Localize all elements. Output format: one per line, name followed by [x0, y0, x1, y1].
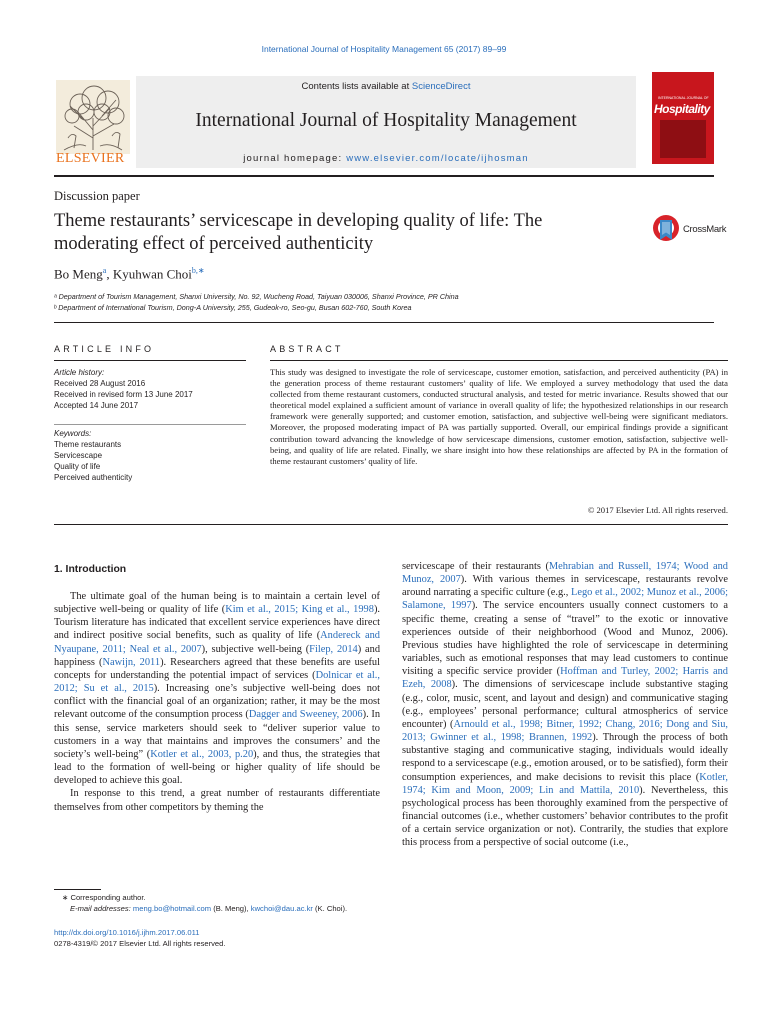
- abstract-divider: [270, 360, 728, 361]
- citation-link[interactable]: Dagger and Sweeney, 2006: [248, 709, 363, 721]
- authors-divider: [54, 322, 714, 323]
- citation-link[interactable]: Kotler, 1974; Kim and Moon, 2009; Lin and Mattila, 2010: [402, 771, 728, 796]
- affiliation-a: ᵃ Department of Tourism Management, Shanxi University, No. 92, Wucheng Road, Taiyuan 030006, Shanxi Province, PR China: [54, 292, 459, 301]
- keywords-heading: Keywords:: [54, 429, 92, 438]
- article-history: [54, 367, 246, 411]
- left-column: [54, 590, 380, 814]
- citation-link[interactable]: Filep, 2014: [309, 643, 358, 655]
- article-type: Discussion paper: [54, 189, 140, 203]
- affiliation-marker[interactable]: b,∗: [191, 266, 205, 275]
- contents-prefix: Contents lists available at: [301, 81, 412, 92]
- body-text: ), subjective well-being (: [201, 643, 310, 655]
- journal-homepage-link[interactable]: www.elsevier.com/locate/ijhosman: [346, 153, 529, 164]
- abstract-bottom-divider: [54, 524, 728, 525]
- body-text: The ultimate goal of the human being is to maintain a certain level of subjective well-being or quality of life (: [54, 591, 380, 616]
- citation-link[interactable]: Dolnicar et al., 2012; Su et al., 2015: [54, 669, 380, 695]
- body-text: ). Increasing one’s subjective well-being does not conflict with the financial goal of an organization; rather, it may be the most relevant outcome of the consumption process (: [54, 683, 381, 721]
- journal-masthead: [54, 72, 714, 172]
- body-text: ), and thus, the strategies that lead to the formation of well-being or higher quality of life should be developed to achieve this goal.: [54, 748, 380, 787]
- paragraph: [54, 590, 380, 787]
- journal-title: International Journal of Hospitality Management: [195, 110, 577, 131]
- paragraph: [402, 560, 728, 849]
- corresponding-author-note: ∗ Corresponding author.: [62, 893, 146, 902]
- author-list: Bo Meng$^a$, Kyuhwan Choi$^{b,∗}$: [54, 266, 205, 282]
- email-link[interactable]: meng.bo@hotmail.com: [132, 904, 212, 913]
- info-divider: [54, 360, 246, 361]
- footnote-divider: [54, 889, 101, 890]
- running-head[interactable]: International Journal of Hospitality Management 65 (2017) 89–99: [261, 44, 507, 54]
- affiliation-b: ᵇ Department of International Tourism, Dong-A University, 255, Gudeok-ro, Seo-gu, Busan 602-760, South Korea: [54, 303, 412, 312]
- keywords-block: [54, 428, 246, 483]
- journal-cover-thumbnail[interactable]: [652, 72, 714, 164]
- received-date: Received 28 August 2016: [54, 379, 146, 388]
- homepage-line: [136, 153, 636, 164]
- body-text: ). The dimensions of servicescape include substantive staging (e.g., color, music, scent, and layout and design) and communicative staging (e.g., employees’ personal performance; cultural atmospherics of service encounter) (: [402, 679, 729, 730]
- contents-line: [136, 81, 636, 92]
- citation-link[interactable]: Andereck and Nyaupane, 2011; Neal et al., 2007: [54, 630, 380, 655]
- revised-date: Received in revised form 13 June 2017: [54, 390, 193, 399]
- abstract-copyright: © 2017 Elsevier Ltd. All rights reserved.: [587, 505, 728, 515]
- masthead-divider: [54, 175, 714, 177]
- affiliation-marker[interactable]: a: [102, 266, 107, 275]
- body-text: ). In this sense, service marketers should seek to “deliver superior value to customers in a way that maintains and improves the consumers’ and the society’s well-being” (: [54, 709, 381, 760]
- abstract-text: This study was designed to investigate the role of servicescape, customer emotion, satisfaction, and perceived authenticity (PA) in the generation process of theme restaurant customers’ quality of life. We employed a survey methodology that used the data collected from theme restaurant customers, conducted structural analysis, and tested for metric invariance. Results showed that our theoretical model explained a sufficient amount of variance in overall quality of life; the hypothesized relationships in our research framework were generally supported; and customer emotion, satisfaction, and subjective well-being were significant mediators. Moreover, the proposed moderating impact of PA was partially supported. Overall, our empirical findings provide a significant contribution toward advancing the knowledge of how servicescape dimensions, customer emotion, satisfaction, subjective well-being, and quality of life are related. Finally, we share insight into how these relationships are affected by PA in the formation of theme restaurant customers’ quality of life.: [270, 367, 728, 466]
- email-owner: (K. Choi).: [312, 904, 348, 913]
- citation-link[interactable]: Arnould et al., 1998; Bitner, 1992; Chang, 2016; Dong and Siu, 2013; Gwinner et al., 1998; Brannen, 1992: [402, 718, 728, 744]
- section-heading-introduction: 1. Introduction: [54, 564, 127, 575]
- abstract-label: ABSTRACT: [270, 344, 344, 354]
- accepted-date: Accepted 14 June 2017: [54, 401, 139, 410]
- author-name[interactable]: Kyuhwan Choi: [112, 266, 192, 282]
- issn-copyright: 0278-4319/© 2017 Elsevier Ltd. All rights reserved.: [54, 939, 226, 948]
- email-owner: (B. Meng),: [211, 904, 251, 913]
- author-name[interactable]: Bo Meng: [54, 266, 103, 282]
- citation-link[interactable]: Nawijn, 2011: [102, 656, 161, 668]
- body-text: ). Researchers agreed that these benefits are useful concepts for understanding the potential impact of services (: [54, 656, 380, 681]
- citation-link[interactable]: Lego et al., 2002; Munoz et al., 2006; Salamone, 1997: [402, 587, 728, 612]
- history-heading: Article history:: [54, 368, 105, 377]
- keyword: Quality of life: [54, 462, 101, 471]
- elsevier-wordmark: ELSEVIER: [56, 151, 125, 166]
- keyword: Perceived authenticity: [54, 473, 133, 482]
- crossmark-label: CrossMark: [683, 224, 727, 235]
- cover-subtitle: INTERNATIONAL JOURNAL OF: [658, 96, 709, 100]
- body-text: ). The service encounters usually connect customers to a specific theme, creating a sense of “travel” to the exotic or innovative experiences outside of their neighborhood (Wood and Munoz, 2006). Previous studies have highlighted the role of servicescape in determining variables, such as emotional responses that may lead customers to continue visiting a specific service provider (: [402, 600, 729, 678]
- email-footnote: [70, 904, 347, 913]
- body-text: ). Through the process of both substantive staging and communicative staging, individuals would ideally respond to a servicescape (e.g., emotion aroused, or to be satisfied), form their consumption experiences, and make decisions to revisit this place (: [402, 732, 728, 783]
- article-info-label: ARTICLE INFO: [54, 344, 155, 354]
- body-text: ). Nevertheless, this psychological process has been thoroughly examined from the perspective of financial outcomes (i.e., whether customers’ behavior contributes to the profit of a certain service organization or not). Contrarily, the studies that explore this process from a perspective of social outcome (i.e.,: [402, 784, 728, 849]
- keyword: Servicescape: [54, 451, 103, 460]
- right-column: [402, 560, 728, 849]
- journal-header-box: [136, 76, 636, 168]
- cover-artwork: [660, 120, 706, 158]
- paragraph: In response to this trend, a great number of restaurants differentiate themselves from other competitors by theming the: [54, 788, 380, 813]
- crossmark-badge[interactable]: [652, 214, 732, 248]
- keyword: Theme restaurants: [54, 440, 122, 449]
- crossmark-icon: [652, 214, 680, 246]
- cover-title: Hospitality: [654, 102, 710, 116]
- citation-link[interactable]: Kim et al., 2015; King et al., 1998: [225, 604, 374, 616]
- citation-link[interactable]: Mehrabian and Russell, 1974; Wood and Munoz, 2007: [402, 561, 728, 586]
- homepage-prefix: journal homepage:: [243, 153, 347, 164]
- body-text: ). Tourism literature has indicated that excellent service experiences have direct and indirect positive social benefits, such as quality of life (: [54, 604, 381, 642]
- citation-link[interactable]: Kotler et al., 2003, p.20: [150, 748, 254, 760]
- body-text: ) and happiness (: [54, 643, 381, 668]
- body-text: servicescape of their restaurants (: [402, 561, 549, 572]
- email-label: E-mail addresses:: [70, 904, 133, 913]
- email-link[interactable]: kwchoi@dau.ac.kr: [250, 904, 313, 913]
- article-title: Theme restaurants’ servicescape in developing quality of life: The moderating effect of perceived authenticity: [54, 211, 543, 254]
- doi-link[interactable]: http://dx.doi.org/10.1016/j.ijhm.2017.06.011: [54, 928, 200, 937]
- body-text: ). With various themes in servicescape, restaurants revolve around narrating a specific culture (e.g.,: [402, 574, 728, 599]
- sciencedirect-link[interactable]: ScienceDirect: [411, 81, 471, 92]
- history-divider: [54, 424, 246, 425]
- citation-link[interactable]: Hoffman and Turley, 2002; Harris and Ezeh, 2008: [402, 666, 728, 691]
